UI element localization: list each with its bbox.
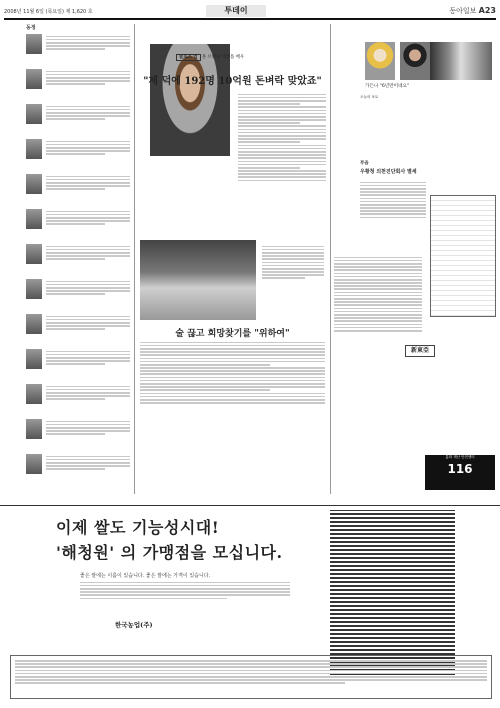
person-entry — [26, 347, 130, 383]
feature-body — [238, 92, 326, 183]
person-entry — [26, 207, 130, 243]
person-text — [46, 139, 130, 157]
person-entry — [26, 32, 130, 68]
person-text — [46, 349, 130, 367]
person-photo — [26, 69, 42, 89]
person-entry — [26, 102, 130, 138]
page-number: A23 — [478, 6, 496, 15]
ad-brand-logo: 한국농업(주) — [115, 621, 153, 629]
ad-list — [80, 580, 290, 601]
section-title: 투데이 — [206, 5, 266, 17]
feature-quote: "제 덕에 192명 10억원 돈벼락 맞았죠" — [143, 76, 322, 87]
person-text — [46, 244, 130, 262]
column-divider — [134, 24, 135, 494]
ad-subline: 좋은 쌀에는 이름이 있습니다. 좋은 쌀에는 가격이 있습니다. — [80, 573, 211, 579]
person-entry — [26, 67, 130, 103]
person-text — [46, 209, 130, 227]
paper-brand: 동아일보 — [449, 7, 477, 15]
ad-portrait-image — [330, 510, 455, 675]
church-headline: 술 끊고 희망찾기를 "위하여" — [175, 329, 290, 339]
news-briefs — [334, 255, 422, 333]
obituary-headline: 우황청 의천진단회사 별세 — [360, 169, 417, 175]
person-text — [46, 454, 130, 472]
church-side — [262, 244, 324, 281]
celeb-photo-2 — [400, 42, 430, 80]
person-text — [46, 174, 130, 192]
person-text — [46, 419, 130, 437]
person-photo — [26, 454, 42, 474]
church-body — [140, 340, 325, 405]
feature-tag — [176, 54, 244, 60]
ad-116-small: 통화 재난 안전센터 — [445, 455, 475, 459]
rate-table — [430, 195, 496, 317]
person-photo — [26, 279, 42, 299]
person-photo — [26, 174, 42, 194]
person-photo — [26, 104, 42, 124]
person-text — [46, 279, 130, 297]
ad-116 — [425, 455, 495, 490]
obituary-body — [360, 180, 426, 220]
paper-name — [449, 6, 496, 16]
obituary-label: 부음 — [360, 161, 369, 166]
feature-tag-desc: 홍 브랜딩 엑센틀 배우 — [201, 55, 245, 60]
person-text — [46, 34, 130, 52]
left-column-label: 동정 — [26, 25, 36, 31]
issue-meta: 2008년 11월 6일 (목요일) 제 1,620 호 — [4, 9, 93, 15]
person-photo — [26, 34, 42, 54]
celeb-photo-1 — [365, 42, 395, 80]
person-entry — [26, 417, 130, 453]
person-photo — [26, 384, 42, 404]
person-photo — [26, 139, 42, 159]
person-text — [46, 104, 130, 122]
feature-tag-label: 클로즈 업 — [176, 54, 201, 61]
person-entry — [26, 452, 130, 488]
person-photo — [26, 209, 42, 229]
person-photo — [26, 349, 42, 369]
photo-caption: 가든나 "6년만이네요" — [365, 84, 410, 89]
person-text — [46, 69, 130, 87]
person-entry — [26, 172, 130, 208]
person-entry — [26, 242, 130, 278]
person-photo — [26, 314, 42, 334]
column-divider-2 — [330, 24, 331, 494]
church-photo — [140, 240, 256, 320]
photo-column-label: 오늘의 포토 — [360, 95, 379, 99]
ad-headline-2: '해청원' 의 가맹점을 모십니다. — [56, 543, 283, 562]
person-photo — [26, 419, 42, 439]
person-entry — [26, 277, 130, 313]
person-photo — [26, 244, 42, 264]
brand-sign: 新東亞 — [405, 345, 435, 357]
person-text — [46, 314, 130, 332]
person-entry — [26, 382, 130, 418]
person-entry — [26, 312, 130, 348]
person-entry — [26, 137, 130, 173]
person-text — [46, 384, 130, 402]
page-header — [4, 4, 496, 20]
bottom-ad-strip — [10, 655, 492, 699]
tv-photo — [430, 42, 492, 80]
ad-116-number: 116 — [447, 462, 473, 476]
ad-headline-1: 이제 쌀도 기능성시대! — [56, 518, 220, 537]
